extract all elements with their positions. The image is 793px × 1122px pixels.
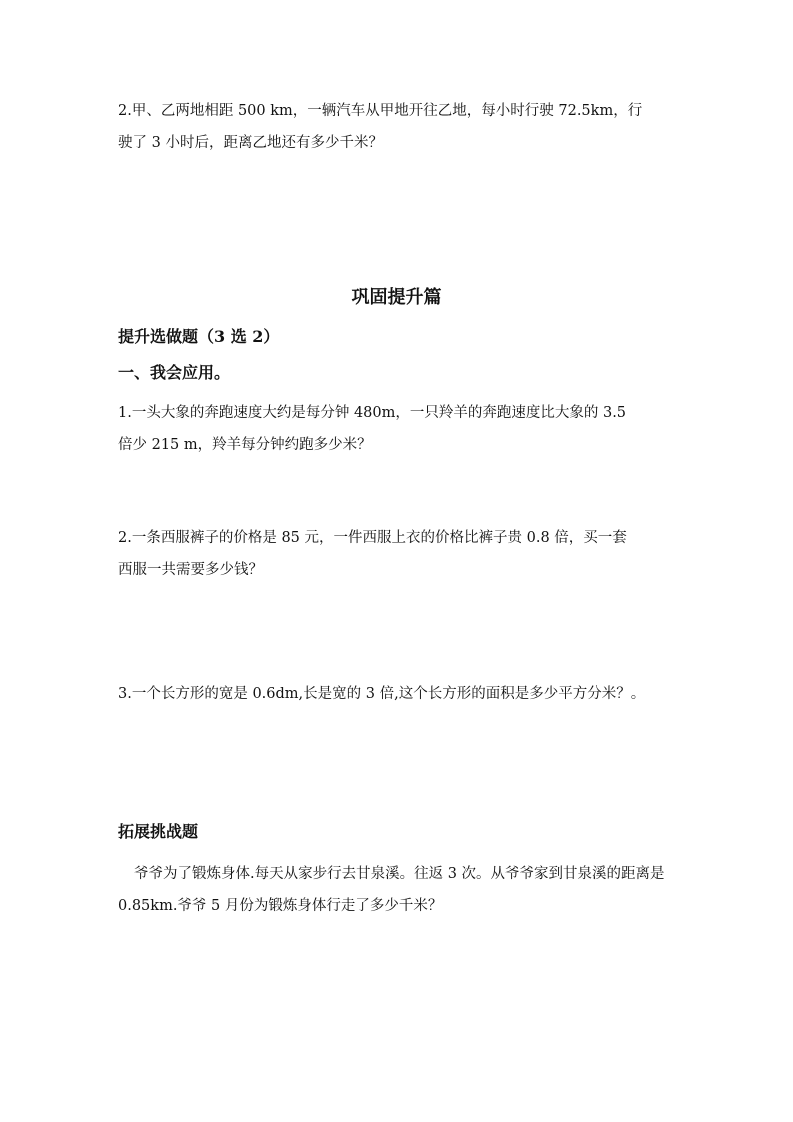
subsection-heading: 提升选做题（3 选 2） <box>118 327 280 346</box>
challenge-line-1: 爷爷为了锻炼身体.每天从家步行去甘泉溪。往返 3 次。从爷爷家到甘泉溪的距离是 <box>134 866 665 882</box>
question-2-line-2: 西服一共需要多少钱？ <box>118 562 263 578</box>
part-heading: 一、我会应用。 <box>118 363 231 382</box>
question-1-line-1: 1.一头大象的奔跑速度大约是每分钟 480m，一只羚羊的奔跑速度比大象的 3.5 <box>118 405 627 421</box>
question-3-line-1: 3.一个长方形的宽是 0.6dm,长是宽的 3 倍,这个长方形的面积是多少平方分米？。 <box>118 686 646 702</box>
question-1-line-2: 倍少 215 m，羚羊每分钟约跑多少米？ <box>118 437 372 453</box>
challenge-line-2: 0.85km.爷爷 5 月份为锻炼身体行走了多少千米？ <box>118 898 443 914</box>
question-prev-2-line-1: 2.甲、乙两地相距 500 km，一辆汽车从甲地开往乙地，每小时行驶 72.5km，行 <box>118 103 643 119</box>
question-2-line-1: 2.一条西服裤子的价格是 85 元，一件西服上衣的价格比裤子贵 0.8 倍，买一套 <box>118 530 627 546</box>
section-title: 巩固提升篇 <box>351 287 442 308</box>
question-prev-2-line-2: 驶了 3 小时后，距离乙地还有多少千米？ <box>118 135 383 151</box>
challenge-heading: 拓展挑战题 <box>118 822 199 841</box>
